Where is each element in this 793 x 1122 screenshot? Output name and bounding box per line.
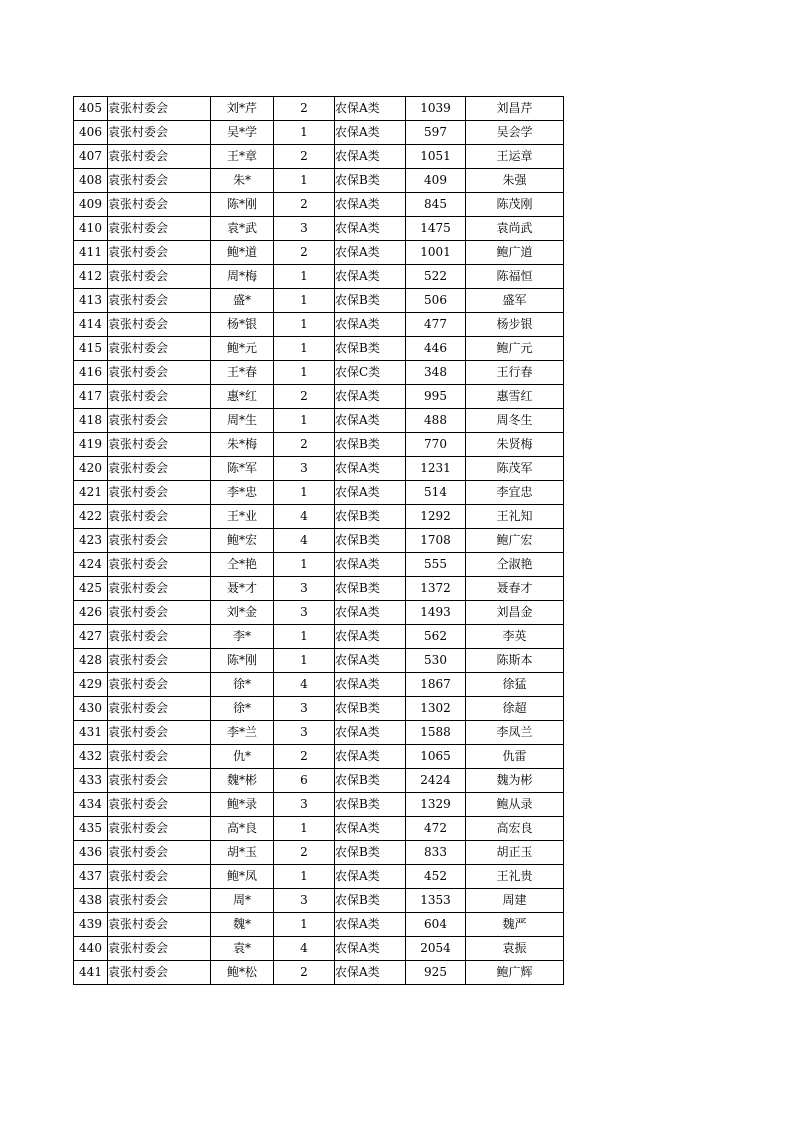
insurance-type-cell: 农保B类 xyxy=(335,169,406,193)
amount-cell: 2054 xyxy=(406,937,466,961)
insurance-type-cell: 农保B类 xyxy=(335,577,406,601)
masked-name-cell: 仇* xyxy=(211,745,274,769)
row-number: 433 xyxy=(74,769,108,793)
table-row xyxy=(74,961,564,985)
payee-name-cell: 鲍从录 xyxy=(466,793,564,817)
insurance-type-cell: 农保A类 xyxy=(335,817,406,841)
table-row xyxy=(74,577,564,601)
masked-name-cell: 鲍*松 xyxy=(211,961,274,985)
row-number: 414 xyxy=(74,313,108,337)
organization-cell: 袁张村委会 xyxy=(108,745,211,769)
masked-name-cell: 袁*武 xyxy=(211,217,274,241)
organization-cell: 袁张村委会 xyxy=(108,865,211,889)
masked-name-cell: 鲍*道 xyxy=(211,241,274,265)
masked-name-cell: 鲍*凤 xyxy=(211,865,274,889)
payee-name-cell: 鲍广辉 xyxy=(466,961,564,985)
organization-cell: 袁张村委会 xyxy=(108,313,211,337)
payee-name-cell: 陈福恒 xyxy=(466,265,564,289)
organization-cell: 袁张村委会 xyxy=(108,625,211,649)
row-number: 428 xyxy=(74,649,108,673)
insurance-type-cell: 农保B类 xyxy=(335,769,406,793)
masked-name-cell: 陈*刚 xyxy=(211,193,274,217)
masked-name-cell: 王*春 xyxy=(211,361,274,385)
payee-name-cell: 魏为彬 xyxy=(466,769,564,793)
row-number: 441 xyxy=(74,961,108,985)
insurance-type-cell: 农保A类 xyxy=(335,457,406,481)
row-number: 426 xyxy=(74,601,108,625)
organization-cell: 袁张村委会 xyxy=(108,769,211,793)
amount-cell: 1372 xyxy=(406,577,466,601)
household-count-cell: 1 xyxy=(274,121,335,145)
masked-name-cell: 王*章 xyxy=(211,145,274,169)
insurance-type-cell: 农保A类 xyxy=(335,241,406,265)
organization-cell: 袁张村委会 xyxy=(108,265,211,289)
table-row xyxy=(74,553,564,577)
organization-cell: 袁张村委会 xyxy=(108,961,211,985)
amount-cell: 1001 xyxy=(406,241,466,265)
organization-cell: 袁张村委会 xyxy=(108,673,211,697)
household-count-cell: 1 xyxy=(274,361,335,385)
insurance-type-cell: 农保A类 xyxy=(335,481,406,505)
household-count-cell: 2 xyxy=(274,745,335,769)
row-number: 408 xyxy=(74,169,108,193)
amount-cell: 2424 xyxy=(406,769,466,793)
insurance-type-cell: 农保A类 xyxy=(335,913,406,937)
organization-cell: 袁张村委会 xyxy=(108,553,211,577)
table-row xyxy=(74,289,564,313)
amount-cell: 1867 xyxy=(406,673,466,697)
amount-cell: 514 xyxy=(406,481,466,505)
row-number: 432 xyxy=(74,745,108,769)
masked-name-cell: 刘*芹 xyxy=(211,97,274,121)
insurance-type-cell: 农保A类 xyxy=(335,553,406,577)
household-count-cell: 3 xyxy=(274,721,335,745)
masked-name-cell: 杨*银 xyxy=(211,313,274,337)
household-count-cell: 2 xyxy=(274,841,335,865)
masked-name-cell: 袁* xyxy=(211,937,274,961)
payee-name-cell: 徐超 xyxy=(466,697,564,721)
insurance-type-cell: 农保B类 xyxy=(335,841,406,865)
roster-body xyxy=(74,97,564,985)
masked-name-cell: 胡*玉 xyxy=(211,841,274,865)
table-row xyxy=(74,529,564,553)
masked-name-cell: 周*生 xyxy=(211,409,274,433)
table-row xyxy=(74,937,564,961)
organization-cell: 袁张村委会 xyxy=(108,241,211,265)
row-number: 437 xyxy=(74,865,108,889)
household-count-cell: 4 xyxy=(274,937,335,961)
household-count-cell: 1 xyxy=(274,625,335,649)
masked-name-cell: 高*良 xyxy=(211,817,274,841)
organization-cell: 袁张村委会 xyxy=(108,457,211,481)
row-number: 429 xyxy=(74,673,108,697)
household-count-cell: 2 xyxy=(274,193,335,217)
row-number: 411 xyxy=(74,241,108,265)
payee-name-cell: 胡正玉 xyxy=(466,841,564,865)
household-count-cell: 2 xyxy=(274,145,335,169)
insurance-type-cell: 农保A类 xyxy=(335,409,406,433)
payee-name-cell: 仇雷 xyxy=(466,745,564,769)
amount-cell: 506 xyxy=(406,289,466,313)
table-row xyxy=(74,385,564,409)
household-count-cell: 1 xyxy=(274,553,335,577)
table-row xyxy=(74,481,564,505)
row-number: 424 xyxy=(74,553,108,577)
masked-name-cell: 魏* xyxy=(211,913,274,937)
amount-cell: 845 xyxy=(406,193,466,217)
row-number: 440 xyxy=(74,937,108,961)
payee-name-cell: 王礼贵 xyxy=(466,865,564,889)
amount-cell: 446 xyxy=(406,337,466,361)
insurance-type-cell: 农保A类 xyxy=(335,385,406,409)
organization-cell: 袁张村委会 xyxy=(108,817,211,841)
amount-cell: 1039 xyxy=(406,97,466,121)
organization-cell: 袁张村委会 xyxy=(108,505,211,529)
insurance-type-cell: 农保A类 xyxy=(335,673,406,697)
table-row xyxy=(74,793,564,817)
insurance-type-cell: 农保A类 xyxy=(335,649,406,673)
household-count-cell: 1 xyxy=(274,649,335,673)
household-count-cell: 1 xyxy=(274,265,335,289)
masked-name-cell: 李* xyxy=(211,625,274,649)
amount-cell: 409 xyxy=(406,169,466,193)
organization-cell: 袁张村委会 xyxy=(108,649,211,673)
row-number: 436 xyxy=(74,841,108,865)
masked-name-cell: 陈*军 xyxy=(211,457,274,481)
table-row xyxy=(74,625,564,649)
insurance-type-cell: 农保A类 xyxy=(335,961,406,985)
table-row xyxy=(74,601,564,625)
insurance-type-cell: 农保A类 xyxy=(335,625,406,649)
payee-name-cell: 陈斯本 xyxy=(466,649,564,673)
payee-name-cell: 刘昌金 xyxy=(466,601,564,625)
table-row xyxy=(74,169,564,193)
payee-name-cell: 陈茂军 xyxy=(466,457,564,481)
masked-name-cell: 徐* xyxy=(211,673,274,697)
table-row xyxy=(74,745,564,769)
masked-name-cell: 魏*彬 xyxy=(211,769,274,793)
table-row xyxy=(74,265,564,289)
household-count-cell: 1 xyxy=(274,169,335,193)
payee-name-cell: 周冬生 xyxy=(466,409,564,433)
organization-cell: 袁张村委会 xyxy=(108,409,211,433)
insurance-type-cell: 农保A类 xyxy=(335,145,406,169)
insurance-type-cell: 农保A类 xyxy=(335,217,406,241)
table-row xyxy=(74,361,564,385)
organization-cell: 袁张村委会 xyxy=(108,217,211,241)
payee-name-cell: 鲍广道 xyxy=(466,241,564,265)
masked-name-cell: 鲍*宏 xyxy=(211,529,274,553)
household-count-cell: 1 xyxy=(274,481,335,505)
household-count-cell: 4 xyxy=(274,529,335,553)
organization-cell: 袁张村委会 xyxy=(108,193,211,217)
masked-name-cell: 吴*学 xyxy=(211,121,274,145)
masked-name-cell: 陈*刚 xyxy=(211,649,274,673)
organization-cell: 袁张村委会 xyxy=(108,97,211,121)
amount-cell: 833 xyxy=(406,841,466,865)
masked-name-cell: 仝*艳 xyxy=(211,553,274,577)
amount-cell: 555 xyxy=(406,553,466,577)
table-row xyxy=(74,97,564,121)
organization-cell: 袁张村委会 xyxy=(108,169,211,193)
amount-cell: 1475 xyxy=(406,217,466,241)
masked-name-cell: 周*梅 xyxy=(211,265,274,289)
masked-name-cell: 鲍*元 xyxy=(211,337,274,361)
masked-name-cell: 李*兰 xyxy=(211,721,274,745)
organization-cell: 袁张村委会 xyxy=(108,793,211,817)
amount-cell: 1708 xyxy=(406,529,466,553)
row-number: 434 xyxy=(74,793,108,817)
row-number: 438 xyxy=(74,889,108,913)
payee-name-cell: 王礼知 xyxy=(466,505,564,529)
household-count-cell: 1 xyxy=(274,313,335,337)
table-row xyxy=(74,313,564,337)
masked-name-cell: 惠*红 xyxy=(211,385,274,409)
organization-cell: 袁张村委会 xyxy=(108,937,211,961)
amount-cell: 1329 xyxy=(406,793,466,817)
masked-name-cell: 鲍*录 xyxy=(211,793,274,817)
payee-name-cell: 高宏良 xyxy=(466,817,564,841)
table-row xyxy=(74,193,564,217)
insurance-type-cell: 农保B类 xyxy=(335,289,406,313)
organization-cell: 袁张村委会 xyxy=(108,841,211,865)
amount-cell: 477 xyxy=(406,313,466,337)
row-number: 409 xyxy=(74,193,108,217)
household-count-cell: 2 xyxy=(274,433,335,457)
amount-cell: 1353 xyxy=(406,889,466,913)
amount-cell: 348 xyxy=(406,361,466,385)
payee-name-cell: 仝淑艳 xyxy=(466,553,564,577)
amount-cell: 770 xyxy=(406,433,466,457)
organization-cell: 袁张村委会 xyxy=(108,385,211,409)
organization-cell: 袁张村委会 xyxy=(108,481,211,505)
row-number: 419 xyxy=(74,433,108,457)
row-number: 431 xyxy=(74,721,108,745)
amount-cell: 1292 xyxy=(406,505,466,529)
masked-name-cell: 李*忠 xyxy=(211,481,274,505)
amount-cell: 925 xyxy=(406,961,466,985)
amount-cell: 604 xyxy=(406,913,466,937)
insurance-type-cell: 农保A类 xyxy=(335,937,406,961)
payee-name-cell: 朱贤梅 xyxy=(466,433,564,457)
row-number: 420 xyxy=(74,457,108,481)
row-number: 416 xyxy=(74,361,108,385)
organization-cell: 袁张村委会 xyxy=(108,433,211,457)
household-count-cell: 1 xyxy=(274,913,335,937)
organization-cell: 袁张村委会 xyxy=(108,337,211,361)
household-count-cell: 2 xyxy=(274,97,335,121)
masked-name-cell: 徐* xyxy=(211,697,274,721)
row-number: 425 xyxy=(74,577,108,601)
household-count-cell: 2 xyxy=(274,961,335,985)
table-row xyxy=(74,721,564,745)
insurance-type-cell: 农保A类 xyxy=(335,265,406,289)
masked-name-cell: 朱*梅 xyxy=(211,433,274,457)
payee-name-cell: 陈茂刚 xyxy=(466,193,564,217)
masked-name-cell: 盛* xyxy=(211,289,274,313)
row-number: 423 xyxy=(74,529,108,553)
amount-cell: 530 xyxy=(406,649,466,673)
row-number: 413 xyxy=(74,289,108,313)
amount-cell: 1065 xyxy=(406,745,466,769)
payee-name-cell: 魏严 xyxy=(466,913,564,937)
payee-name-cell: 惠雪红 xyxy=(466,385,564,409)
insurance-type-cell: 农保B类 xyxy=(335,793,406,817)
payee-name-cell: 周建 xyxy=(466,889,564,913)
amount-cell: 452 xyxy=(406,865,466,889)
organization-cell: 袁张村委会 xyxy=(108,361,211,385)
insurance-type-cell: 农保A类 xyxy=(335,721,406,745)
row-number: 430 xyxy=(74,697,108,721)
household-count-cell: 4 xyxy=(274,673,335,697)
table-row xyxy=(74,865,564,889)
insurance-type-cell: 农保B类 xyxy=(335,337,406,361)
insurance-type-cell: 农保A类 xyxy=(335,97,406,121)
row-number: 418 xyxy=(74,409,108,433)
row-number: 415 xyxy=(74,337,108,361)
household-count-cell: 3 xyxy=(274,889,335,913)
row-number: 410 xyxy=(74,217,108,241)
household-count-cell: 1 xyxy=(274,337,335,361)
amount-cell: 1588 xyxy=(406,721,466,745)
table-row xyxy=(74,337,564,361)
household-count-cell: 3 xyxy=(274,457,335,481)
amount-cell: 472 xyxy=(406,817,466,841)
table-row xyxy=(74,433,564,457)
insurance-type-cell: 农保B类 xyxy=(335,889,406,913)
row-number: 417 xyxy=(74,385,108,409)
payee-name-cell: 鲍广元 xyxy=(466,337,564,361)
table-row xyxy=(74,913,564,937)
organization-cell: 袁张村委会 xyxy=(108,913,211,937)
amount-cell: 597 xyxy=(406,121,466,145)
insurance-type-cell: 农保A类 xyxy=(335,193,406,217)
insurance-type-cell: 农保A类 xyxy=(335,121,406,145)
row-number: 421 xyxy=(74,481,108,505)
payee-name-cell: 杨步银 xyxy=(466,313,564,337)
table-row xyxy=(74,217,564,241)
household-count-cell: 3 xyxy=(274,697,335,721)
masked-name-cell: 刘*金 xyxy=(211,601,274,625)
table-row xyxy=(74,505,564,529)
masked-name-cell: 聂*才 xyxy=(211,577,274,601)
table-row xyxy=(74,841,564,865)
payee-name-cell: 盛军 xyxy=(466,289,564,313)
organization-cell: 袁张村委会 xyxy=(108,889,211,913)
amount-cell: 1302 xyxy=(406,697,466,721)
insurance-type-cell: 农保B类 xyxy=(335,697,406,721)
organization-cell: 袁张村委会 xyxy=(108,721,211,745)
household-count-cell: 6 xyxy=(274,769,335,793)
organization-cell: 袁张村委会 xyxy=(108,289,211,313)
masked-name-cell: 朱* xyxy=(211,169,274,193)
row-number: 435 xyxy=(74,817,108,841)
row-number: 405 xyxy=(74,97,108,121)
table-row xyxy=(74,769,564,793)
amount-cell: 995 xyxy=(406,385,466,409)
masked-name-cell: 周* xyxy=(211,889,274,913)
table-row xyxy=(74,649,564,673)
payee-name-cell: 袁尚武 xyxy=(466,217,564,241)
amount-cell: 562 xyxy=(406,625,466,649)
organization-cell: 袁张村委会 xyxy=(108,601,211,625)
payee-name-cell: 王行春 xyxy=(466,361,564,385)
household-count-cell: 2 xyxy=(274,385,335,409)
amount-cell: 522 xyxy=(406,265,466,289)
table-row xyxy=(74,673,564,697)
household-count-cell: 1 xyxy=(274,865,335,889)
payee-name-cell: 徐猛 xyxy=(466,673,564,697)
roster-table xyxy=(73,96,564,985)
payee-name-cell: 刘昌芹 xyxy=(466,97,564,121)
payee-name-cell: 聂春才 xyxy=(466,577,564,601)
organization-cell: 袁张村委会 xyxy=(108,697,211,721)
payee-name-cell: 朱强 xyxy=(466,169,564,193)
table-row xyxy=(74,697,564,721)
table-row xyxy=(74,121,564,145)
masked-name-cell: 王*业 xyxy=(211,505,274,529)
table-row xyxy=(74,145,564,169)
insurance-type-cell: 农保B类 xyxy=(335,529,406,553)
amount-cell: 488 xyxy=(406,409,466,433)
household-count-cell: 3 xyxy=(274,601,335,625)
payee-name-cell: 吴会学 xyxy=(466,121,564,145)
household-count-cell: 1 xyxy=(274,409,335,433)
household-count-cell: 3 xyxy=(274,577,335,601)
row-number: 422 xyxy=(74,505,108,529)
row-number: 406 xyxy=(74,121,108,145)
household-count-cell: 4 xyxy=(274,505,335,529)
insurance-type-cell: 农保A类 xyxy=(335,865,406,889)
insurance-type-cell: 农保A类 xyxy=(335,601,406,625)
table-row xyxy=(74,817,564,841)
payee-name-cell: 王运章 xyxy=(466,145,564,169)
insurance-type-cell: 农保B类 xyxy=(335,505,406,529)
payee-name-cell: 李英 xyxy=(466,625,564,649)
table-row xyxy=(74,889,564,913)
organization-cell: 袁张村委会 xyxy=(108,577,211,601)
amount-cell: 1051 xyxy=(406,145,466,169)
insurance-type-cell: 农保C类 xyxy=(335,361,406,385)
table-row xyxy=(74,241,564,265)
amount-cell: 1493 xyxy=(406,601,466,625)
insurance-type-cell: 农保A类 xyxy=(335,313,406,337)
household-count-cell: 1 xyxy=(274,289,335,313)
insurance-type-cell: 农保A类 xyxy=(335,745,406,769)
amount-cell: 1231 xyxy=(406,457,466,481)
row-number: 407 xyxy=(74,145,108,169)
household-count-cell: 3 xyxy=(274,217,335,241)
household-count-cell: 2 xyxy=(274,241,335,265)
row-number: 427 xyxy=(74,625,108,649)
insurance-type-cell: 农保B类 xyxy=(335,433,406,457)
payee-name-cell: 袁振 xyxy=(466,937,564,961)
table-row xyxy=(74,457,564,481)
household-count-cell: 1 xyxy=(274,817,335,841)
payee-name-cell: 李凤兰 xyxy=(466,721,564,745)
organization-cell: 袁张村委会 xyxy=(108,145,211,169)
table-row xyxy=(74,409,564,433)
household-count-cell: 3 xyxy=(274,793,335,817)
payee-name-cell: 鲍广宏 xyxy=(466,529,564,553)
row-number: 412 xyxy=(74,265,108,289)
organization-cell: 袁张村委会 xyxy=(108,121,211,145)
row-number: 439 xyxy=(74,913,108,937)
payee-name-cell: 李宜忠 xyxy=(466,481,564,505)
organization-cell: 袁张村委会 xyxy=(108,529,211,553)
